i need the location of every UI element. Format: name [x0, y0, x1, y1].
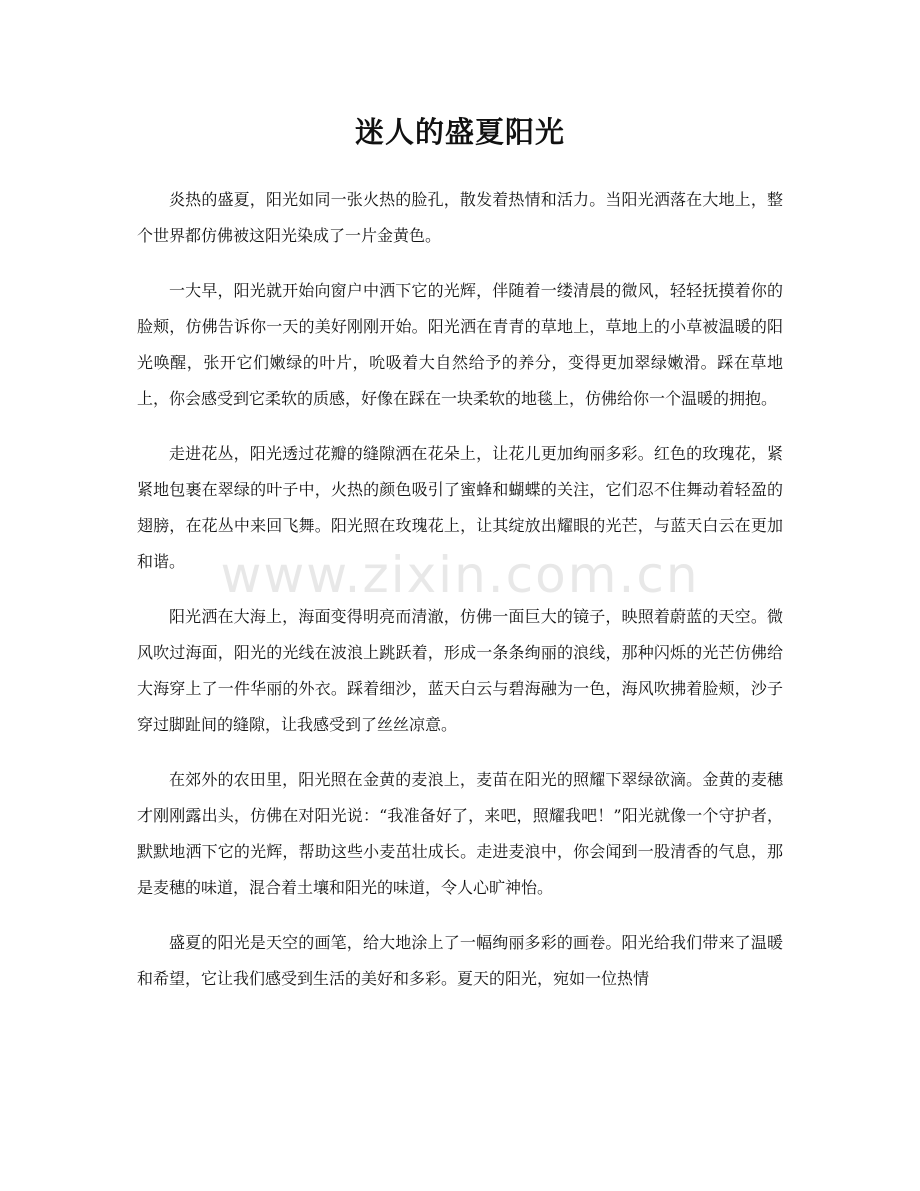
paragraph-3: 走进花丛，阳光透过花瓣的缝隙洒在花朵上，让花儿更加绚丽多彩。红色的玫瑰花，紧紧地包裹在翠绿的叶子中，火热的颜色吸引了蜜蜂和蝴蝶的关注，它们忍不住舞动着轻盈的翅膀，在花丛中来回飞舞。阳光照在玫瑰花上，让其绽放出耀眼的光芒，与蓝天白云在更加和谐。: [137, 444, 783, 571]
watermark: www.zixin.com.cn: [220, 546, 700, 604]
paragraph-6: 盛夏的阳光是天空的画笔，给大地涂上了一幅绚丽多彩的画卷。阳光给我们带来了温暖和希望，它让我们感受到生活的美好和多彩。夏天的阳光，宛如一位热情: [137, 933, 783, 988]
paragraph-5: 在郊外的农田里，阳光照在金黄的麦浪上，麦苗在阳光的照耀下翠绿欲滴。金黄的麦穗才刚刚露出头，仿佛在对阳光说：“我准备好了，来吧，照耀我吧！”阳光就像一个守护者，默默地洒下它的光辉，帮助这些小麦茁壮成长。走进麦浪中，你会闻到一股清香的气息，那是麦穗的味道，混合着土壤和阳光的味道，令人心旷神怡。: [137, 770, 783, 897]
paragraph-1: 炎热的盛夏，阳光如同一张火热的脸孔，散发着热情和活力。当阳光洒落在大地上，整个世界都仿佛被这阳光染成了一片金黄色。: [137, 190, 783, 245]
document-body: [137, 182, 783, 1016]
document-title: 迷人的盛夏阳光: [354, 115, 565, 149]
paragraph-2: 一大早，阳光就开始向窗户中洒下它的光辉，伴随着一缕清晨的微风，轻轻抚摸着你的脸颊，仿佛告诉你一天的美好刚刚开始。阳光洒在青青的草地上，草地上的小草被温暖的阳光唤醒，张开它们嫩绿的叶片，吮吸着大自然给予的养分，变得更加翠绿嫩滑。踩在草地上，你会感受到它柔软的质感，好像在踩在一块柔软的地毯上，仿佛给你一个温暖的拥抱。: [137, 281, 783, 408]
paragraph-4: 阳光洒在大海上，海面变得明亮而清澈，仿佛一面巨大的镜子，映照着蔚蓝的天空。微风吹过海面，阳光的光线在波浪上跳跃着，形成一条条绚丽的浪线，那种闪烁的光芒仿佛给大海穿上了一件华丽的外衣。踩着细沙，蓝天白云与碧海融为一色，海风吹拂着脸颊，沙子穿过脚趾间的缝隙，让我感受到了丝丝凉意。: [137, 607, 783, 734]
